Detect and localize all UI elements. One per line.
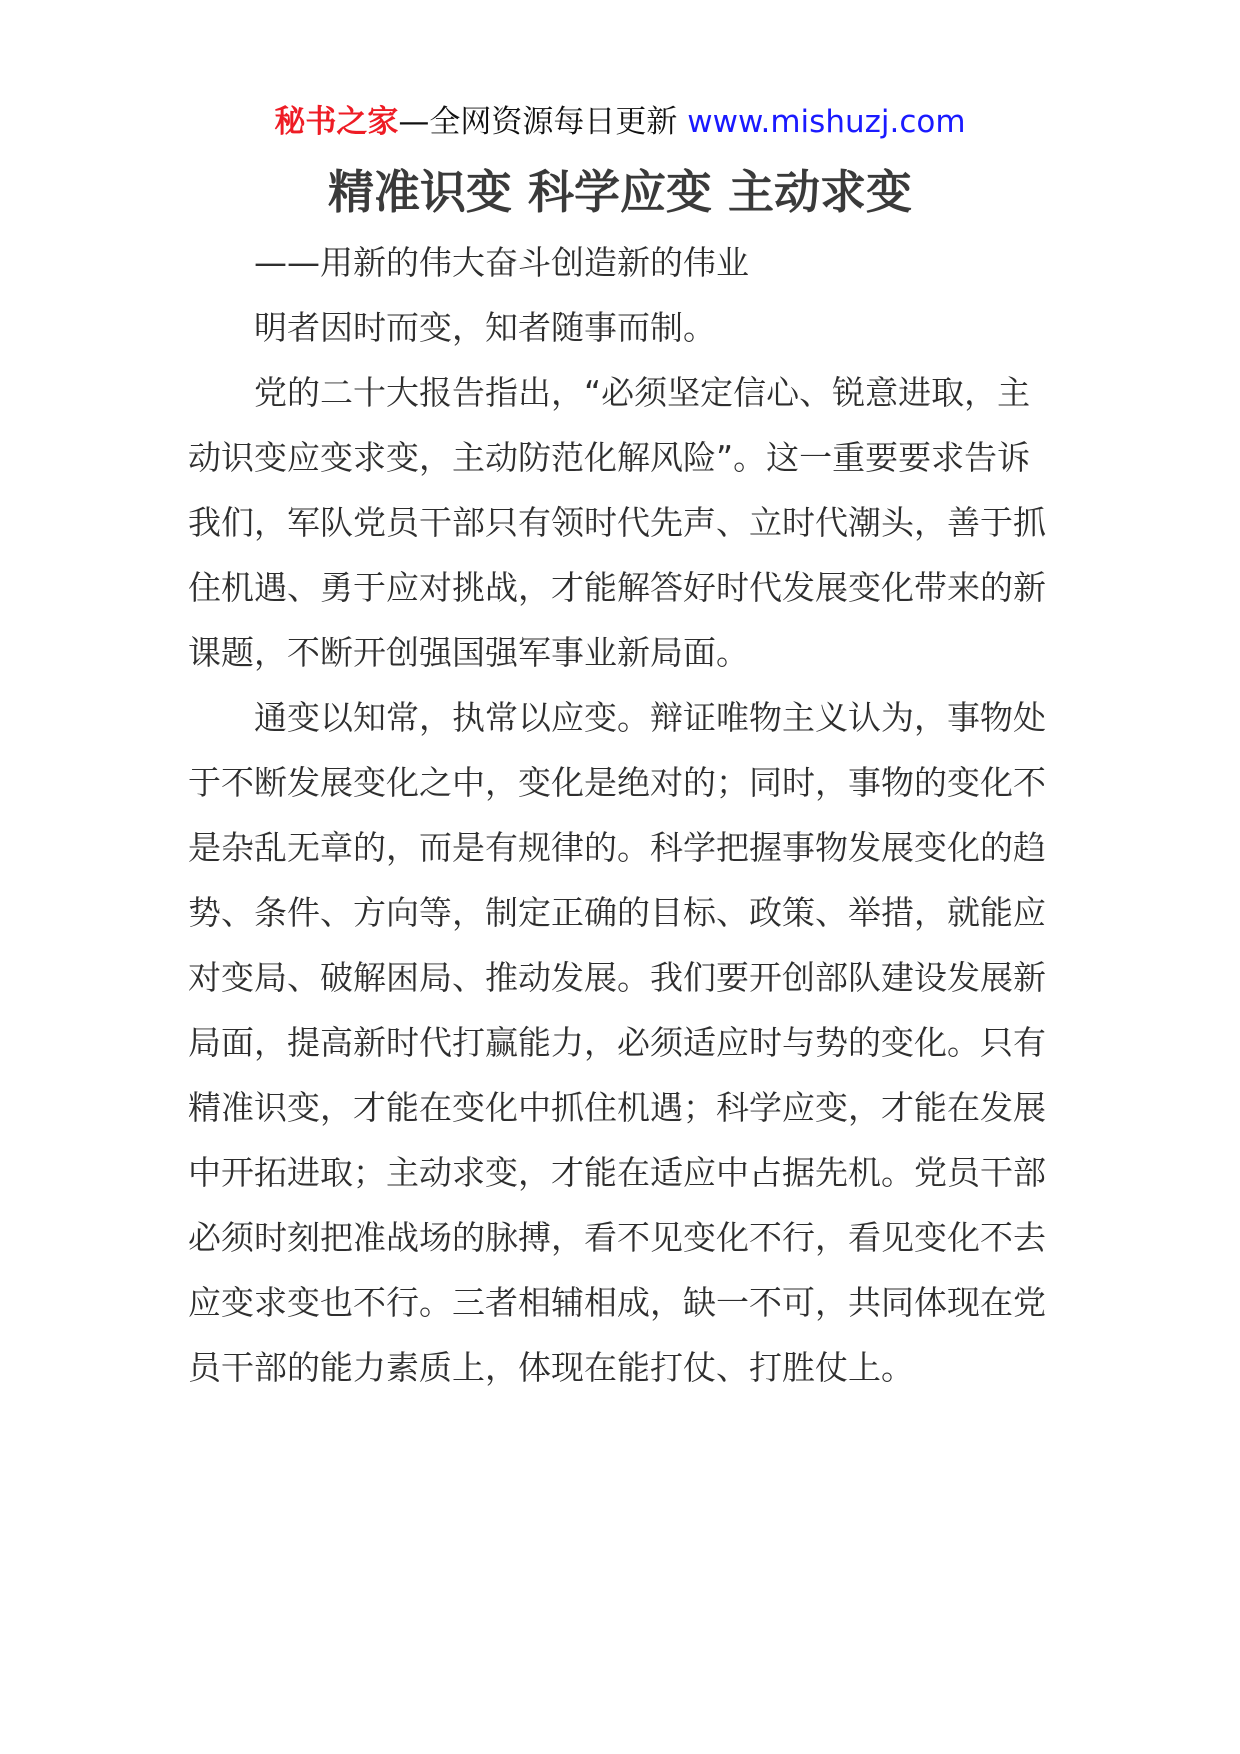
document-subtitle: ——用新的伟大奋斗创造新的伟业: [254, 243, 749, 282]
paragraph: 通变以知常，执常以应变。辩证唯物主义认为，事物处于不断发展变化之中，变化是绝对的；同时，事物的变化不是杂乱无章的，而是有规律的。科学把握事物发展变化的趋势、条件、方向等，制定正确的目标、政策、举措，就能应对变局、破解困局、推动发展。我们要开创部队建设发展新局面，提高新时代打赢能力，必须适应时与势的变化。只有精准识变，才能在变化中抓住机遇；科学应变，才能在发展中开拓进取；主动求变，才能在适应中占据先机。党员干部必须时刻把准战场的脉搏，看不见变化不行，看见变化不去应变求变也不行。三者相辅相成，缺一不可，共同体现在党员干部的能力素质上，体现在能打仗、打胜仗上。: [188, 698, 1046, 1387]
document-body: [188, 230, 1058, 1400]
site-url-link[interactable]: www.mishuzj.com: [687, 104, 966, 140]
site-header: [0, 100, 1240, 144]
header-tagline: —全网资源每日更新: [398, 104, 678, 140]
paragraph: 党的二十大报告指出，“必须坚定信心、锐意进取，主动识变应变求变，主动防范化解风险”。这一重要要求告诉我们，军队党员干部只有领时代先声、立时代潮头，善于抓住机遇、勇于应对挑战，才能解答好时代发展变化带来的新课题，不断开创强国强军事业新局面。: [188, 373, 1046, 672]
brand-name: 秘书之家: [274, 104, 399, 140]
document-title: 精准识变 科学应变 主动求变: [327, 165, 913, 219]
paragraph: 明者因时而变，知者随事而制。: [254, 308, 716, 347]
